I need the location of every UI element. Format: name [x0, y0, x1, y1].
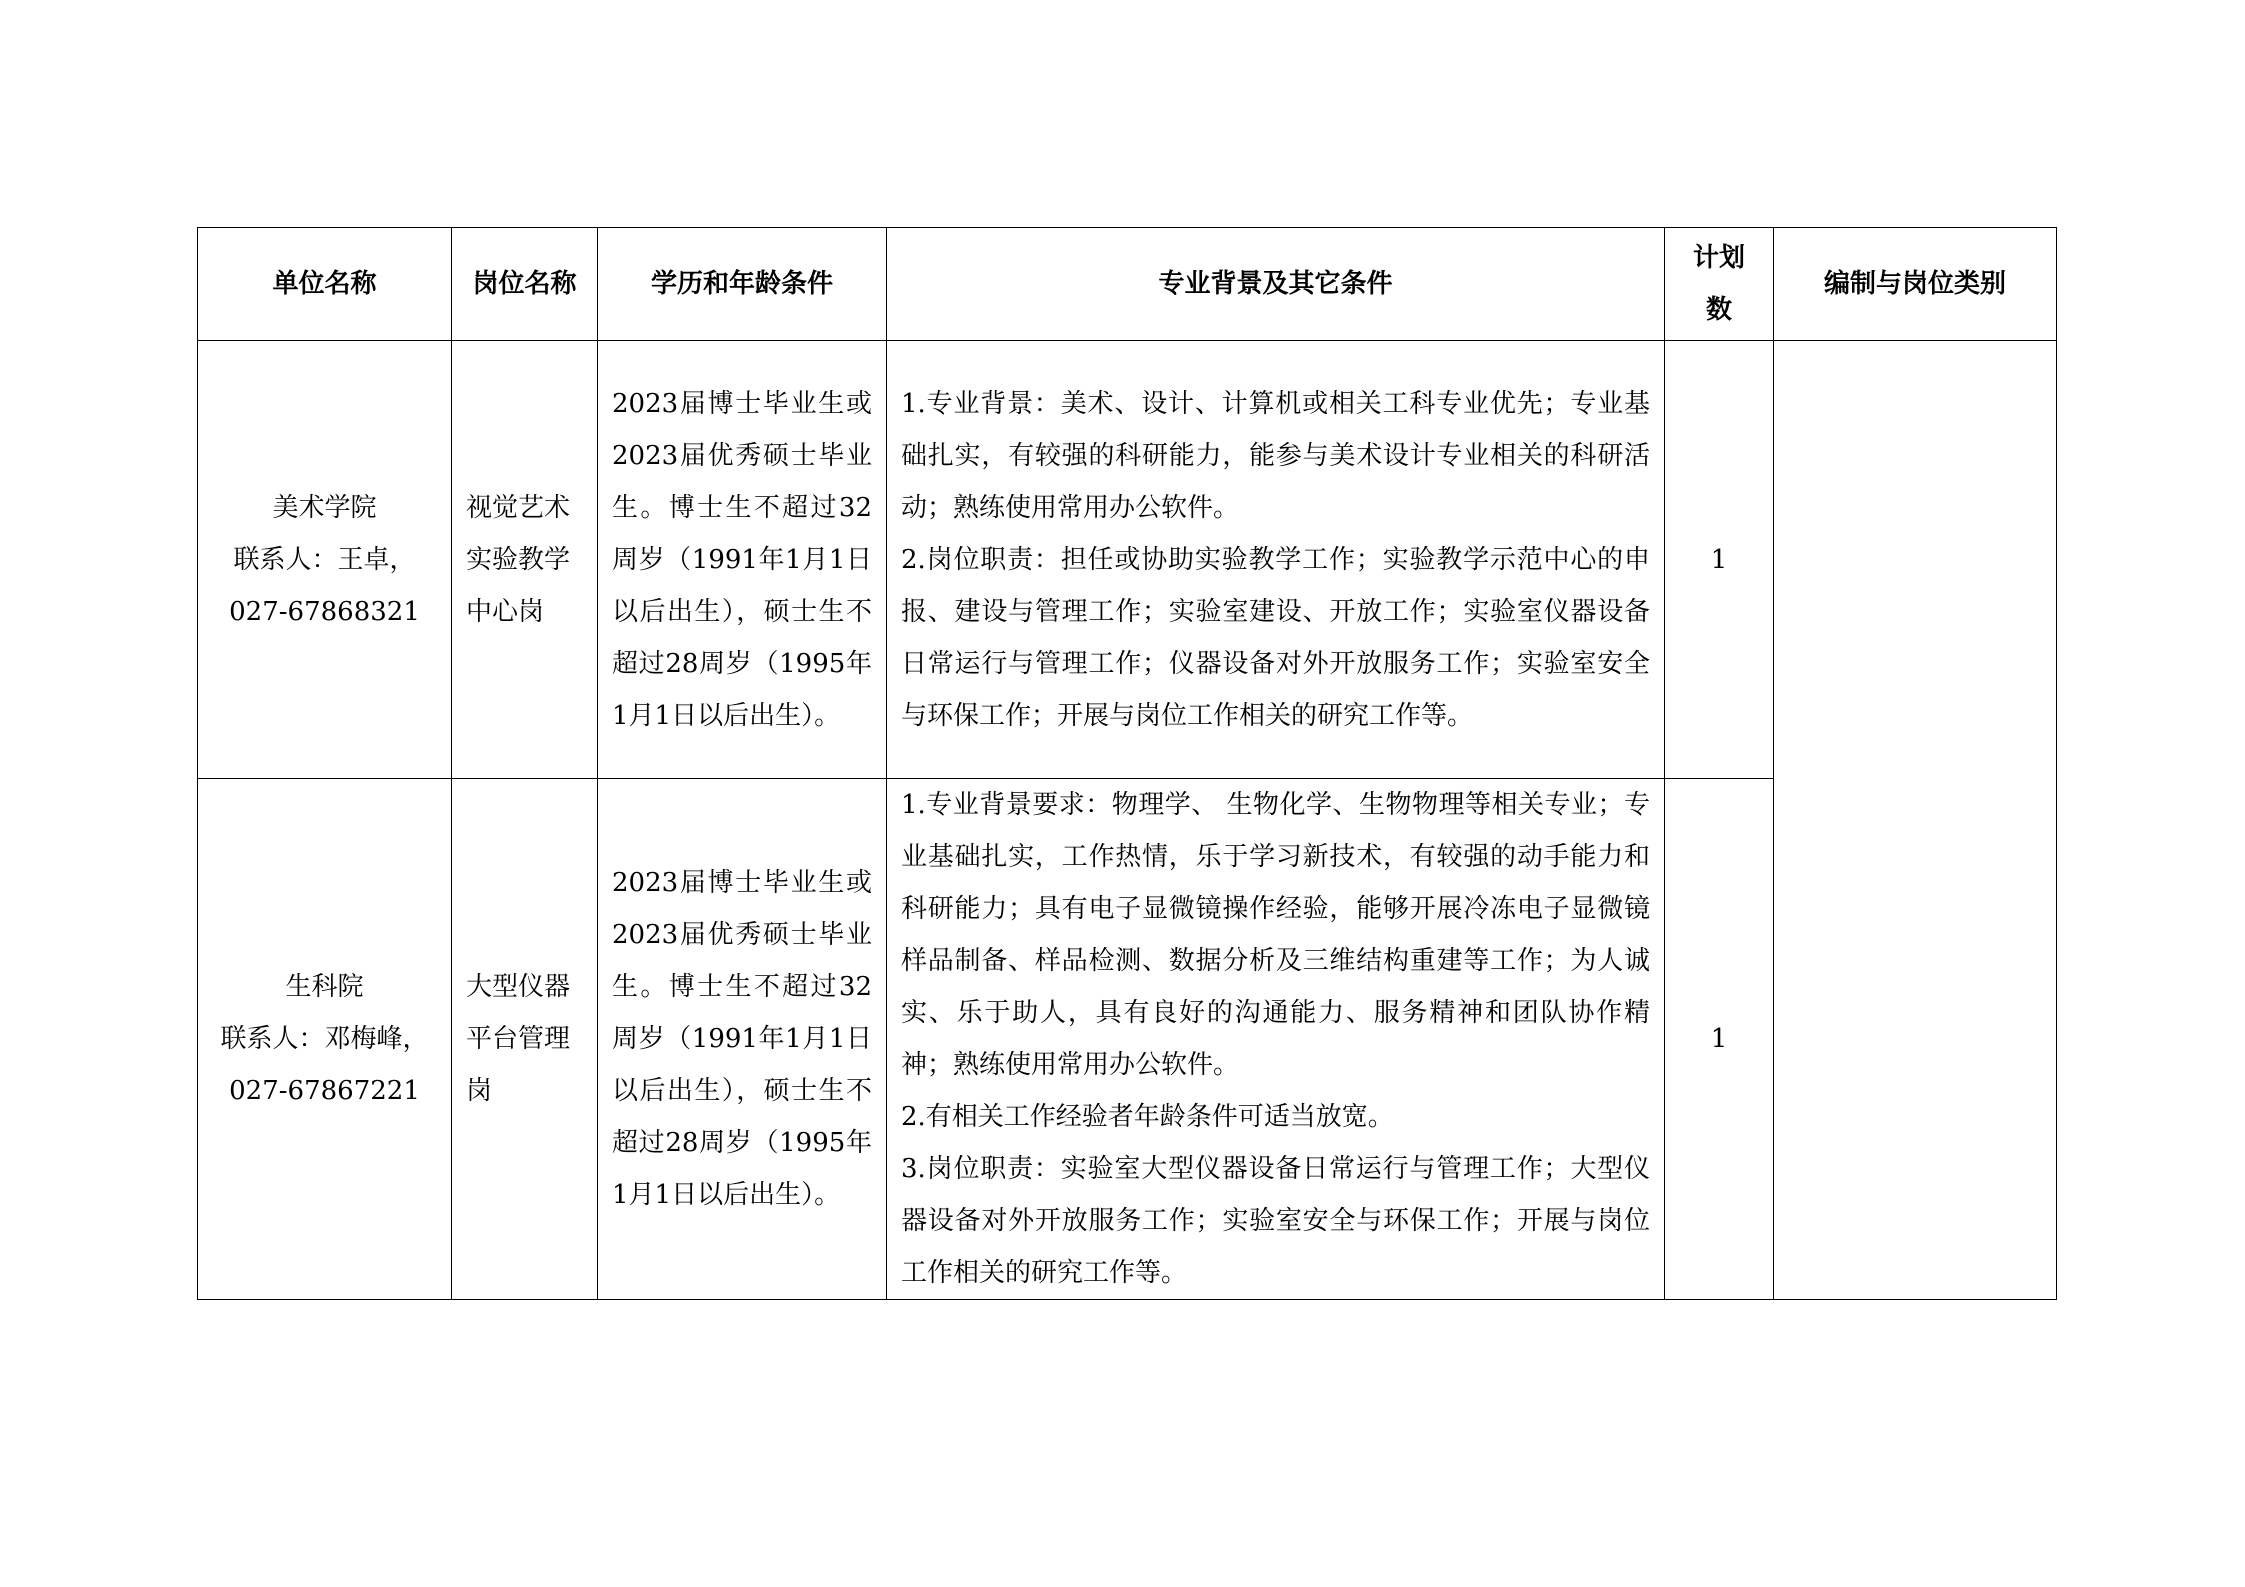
post-name-cell: 视觉艺术实验教学中心岗 [452, 341, 598, 779]
table-row [198, 341, 2057, 779]
background-cell [887, 341, 1665, 779]
header-category: 编制与岗位类别 [1774, 228, 2057, 341]
background-cell [887, 779, 1665, 1300]
education-cell: 2023届博士毕业生或2023届优秀硕士毕业生。博士生不超过32周岁（1991年1月1日以后出生），硕士生不超过28周岁（1995年1月1日以后出生）。 [598, 779, 887, 1300]
header-row [198, 228, 2057, 341]
header-plan-line2: 数 [1705, 295, 1732, 325]
unit-cell [198, 779, 452, 1300]
background-item: 1.专业背景：美术、设计、计算机或相关工科专业优先；专业基础扎实，有较强的科研能力，能参与美术设计专业相关的科研活动；熟练使用常用办公软件。 [901, 388, 1650, 523]
unit-name: 生科院 [285, 972, 364, 1002]
background-item: 3.岗位职责：实验室大型仪器设备日常运行与管理工作；大型仪器设备对外开放服务工作；实验室安全与环保工作；开展与岗位工作相关的研究工作等。 [901, 1154, 1650, 1288]
contact-person: 联系人：邓梅峰， [220, 1024, 429, 1054]
header-plan-line1: 计划 [1692, 243, 1745, 273]
contact-phone: 027-67868321 [229, 596, 420, 627]
background-item: 1.专业背景要求：物理学、 生物化学、生物物理等相关专业；专业基础扎实，工作热情，乐于学习新技术，有较强的动手能力和科研能力；具有电子显微镜操作经验，能够开展冷冻电子显微镜样品制备、样品检测、数据分析及三维结构重建等工作；为人诚实、乐于助人，具有良好的沟通能力、服务精神和团队协作精神；熟练使用常用办公软件。 [901, 790, 1650, 1080]
background-item: 2.岗位职责：担任或协助实验教学工作；实验教学示范中心的申报、建设与管理工作；实验室建设、开放工作；实验室仪器设备日常运行与管理工作；仪器设备对外开放服务工作；实验室安全与环保工作；开展与岗位工作相关的研究工作等。 [901, 544, 1650, 731]
category-cell [1774, 341, 2057, 1300]
recruitment-table [197, 227, 2057, 1300]
background-item: 2.有相关工作经验者年龄条件可适当放宽。 [901, 1102, 1394, 1132]
header-background: 专业背景及其它条件 [887, 228, 1665, 341]
unit-cell [198, 341, 452, 779]
header-plan-count [1665, 228, 1774, 341]
unit-name: 美术学院 [272, 492, 377, 523]
post-name-cell: 大型仪器平台管理岗 [452, 779, 598, 1300]
plan-count-cell: 1 [1665, 779, 1774, 1300]
header-education-age: 学历和年龄条件 [598, 228, 887, 341]
plan-count-cell: 1 [1665, 341, 1774, 779]
education-cell: 2023届博士毕业生或2023届优秀硕士毕业生。博士生不超过32周岁（1991年1月1日以后出生），硕士生不超过28周岁（1995年1月1日以后出生）。 [598, 341, 887, 779]
contact-phone: 027-67867221 [229, 1076, 420, 1106]
header-unit-name: 单位名称 [198, 228, 452, 341]
contact-person: 联系人：王卓， [233, 544, 416, 575]
header-post-name: 岗位名称 [452, 228, 598, 341]
